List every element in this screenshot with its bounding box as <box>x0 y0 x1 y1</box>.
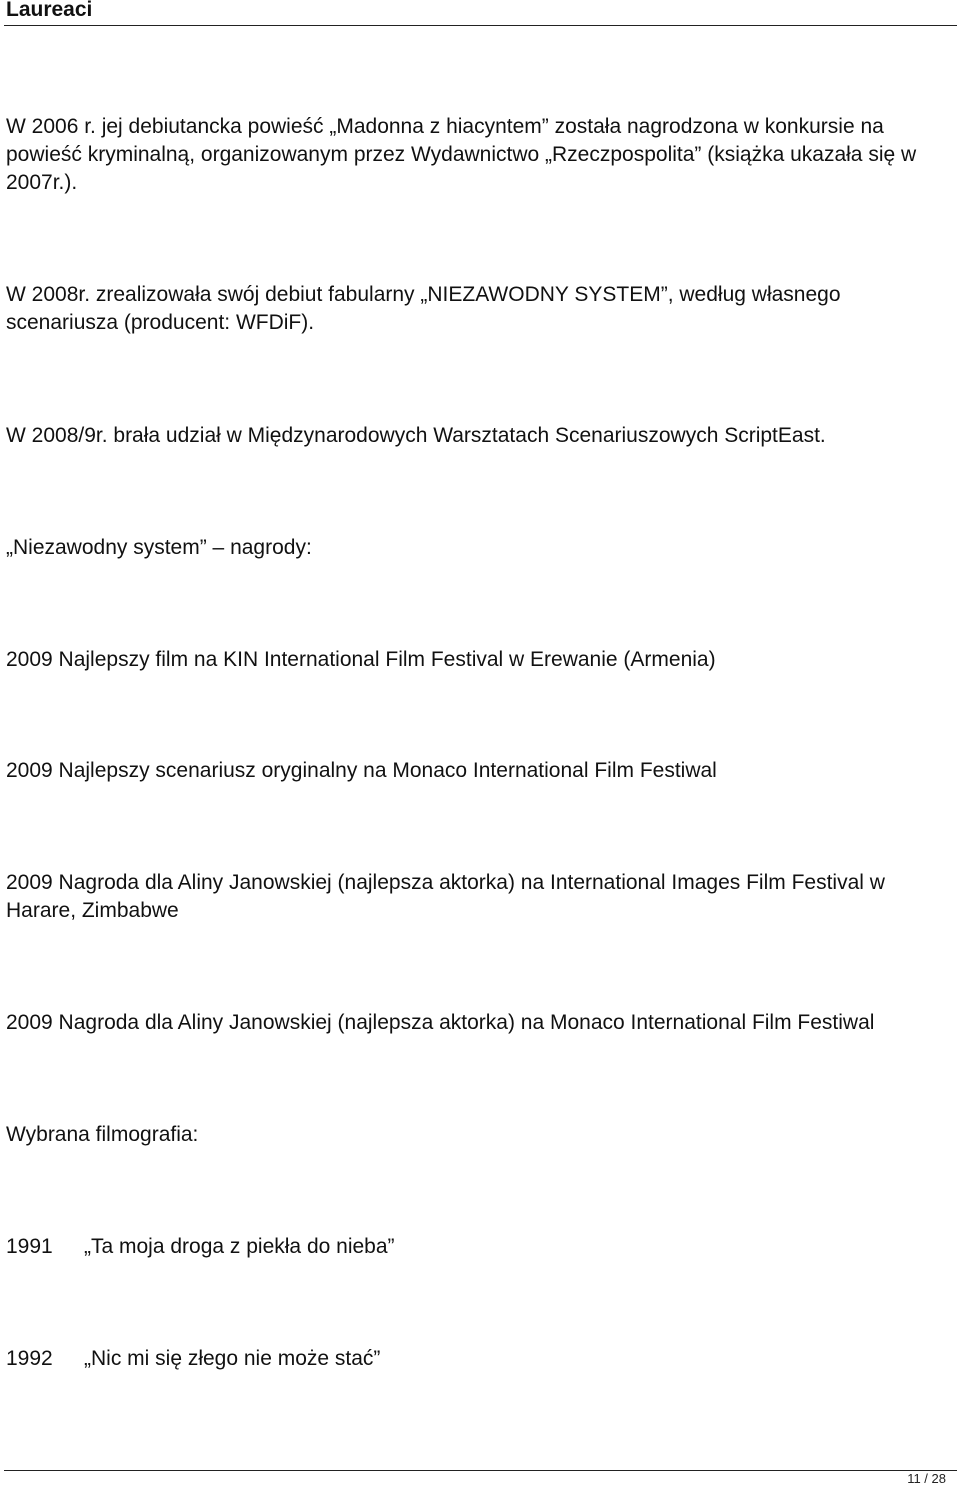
footer-divider <box>4 1470 957 1471</box>
filmography-heading: Wybrana filmografia: <box>6 1123 199 1146</box>
page-title: Laureaci <box>6 0 93 21</box>
award-item-monaco-screenplay: 2009 Najlepszy scenariusz oryginalny na Monaco International Film Festiwal <box>6 759 717 782</box>
award-item-harare: 2009 Nagroda dla Aliny Janowskiej (najlepsza aktorka) na International Images Film Festival w Harare, Zimbabwe <box>6 871 885 922</box>
paragraph-feature-debut: W 2008r. zrealizowała swój debiut fabularny „NIEZAWODNY SYSTEM”, według własnego scenariusza (producent: WFDiF). <box>6 283 841 334</box>
filmography-item <box>6 1233 395 1261</box>
header-divider <box>4 25 957 26</box>
award-item-monaco-actress: 2009 Nagroda dla Aliny Janowskiej (najlepsza aktorka) na Monaco International Film Festiwal <box>6 1011 875 1034</box>
filmography-title: „Ta moja droga z piekła do nieba” <box>84 1235 395 1258</box>
page-number: 11 / 28 <box>907 1471 946 1486</box>
filmography-item <box>6 1345 380 1373</box>
filmography-year: 1991 <box>6 1235 53 1258</box>
paragraph-scripteast: W 2008/9r. brała udział w Międzynarodowych Warsztatach Scenariuszowych ScriptEast. <box>6 424 826 447</box>
award-item-kin: 2009 Najlepszy film na KIN International Film Festival w Erewanie (Armenia) <box>6 648 716 671</box>
paragraph-debut-novel: W 2006 r. jej debiutancka powieść „Madonna z hiacyntem” została nagrodzona w konkursie na powieść kryminalną, organizowanym przez Wydawnictwo „Rzeczpospolita” (książka ukazała się w 2007r.). <box>6 115 917 194</box>
filmography-title: „Nic mi się złego nie może stać” <box>84 1347 381 1370</box>
awards-heading: „Niezawodny system” – nagrody: <box>6 536 312 559</box>
filmography-year: 1992 <box>6 1347 53 1370</box>
